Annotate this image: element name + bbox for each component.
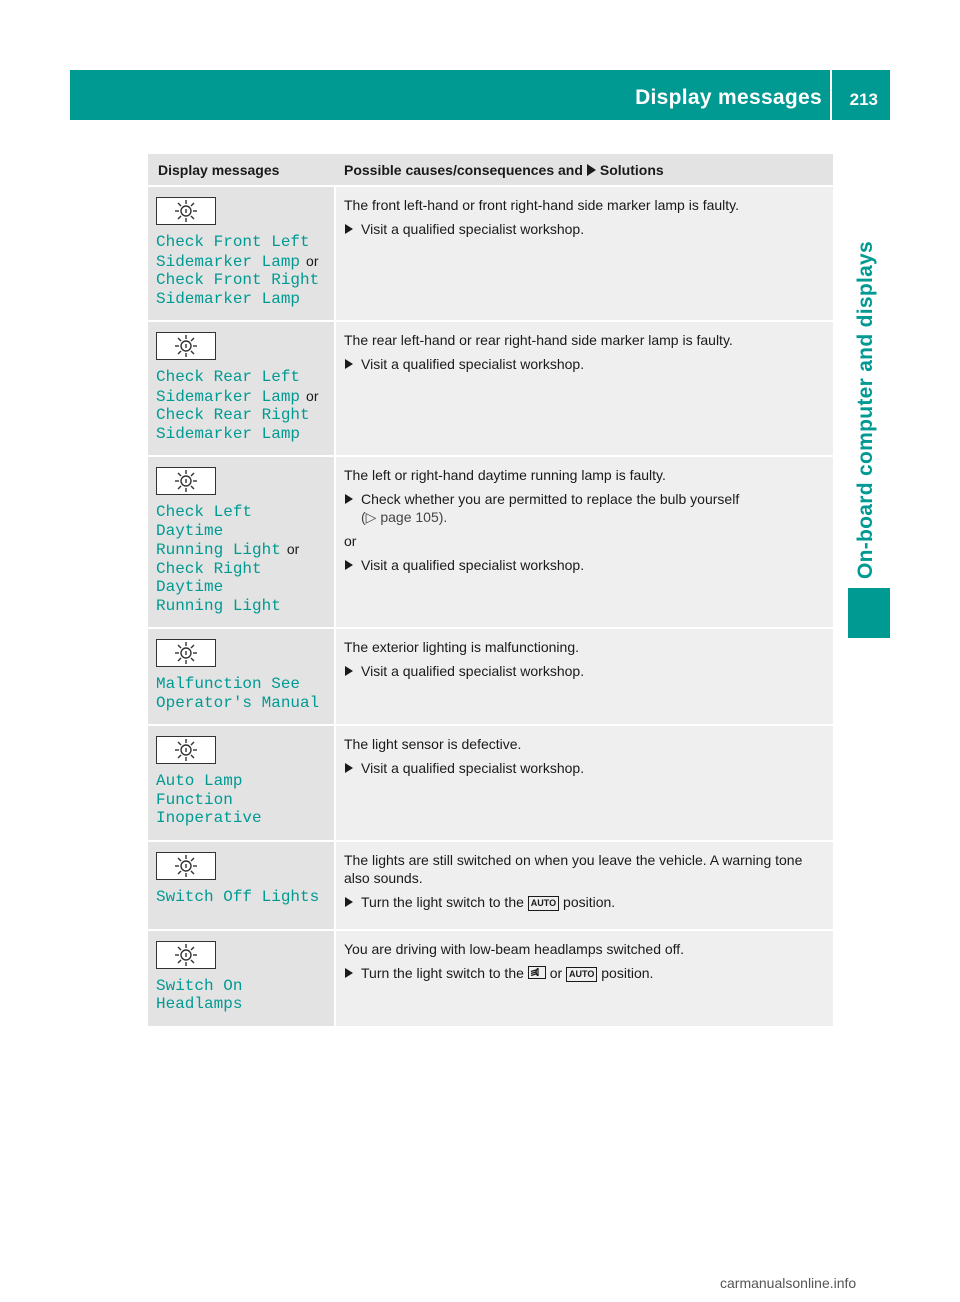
solution-step: Visit a qualified specialist workshop.: [344, 759, 827, 777]
header-causes-solutions: [336, 154, 833, 185]
side-tab-label: On-board computer and displays: [854, 240, 877, 580]
light-bulb-icon: [156, 736, 216, 764]
display-message: Malfunction See Operator's Manual: [156, 675, 320, 712]
auto-light-icon: AUTO: [566, 967, 597, 982]
page-ref-arrow-icon: ▷: [365, 509, 377, 525]
cause-text: You are driving with low-beam headlamps switched off.: [344, 940, 685, 957]
cause-text: The exterior lighting is malfunctioning.: [344, 639, 580, 655]
cause-cell: [336, 724, 833, 840]
arrow-icon: [345, 666, 353, 676]
arrow-icon: [345, 560, 353, 570]
cause-cell: [336, 455, 833, 627]
arrow-icon: [345, 763, 353, 773]
light-bulb-icon: [156, 197, 216, 225]
message-cell: [148, 627, 336, 724]
cause-cell: [336, 320, 833, 455]
display-message: Check Rear Left Sidemarker Lamp or Check Rear Right Sidemarker Lamp: [156, 368, 319, 443]
header-bar: [70, 70, 890, 120]
solution-step: Turn the light switch to the or AUTO position.: [344, 964, 827, 982]
light-bulb-icon: [156, 852, 216, 880]
solution-step: Visit a qualified specialist workshop.: [344, 355, 827, 373]
table-row: [148, 320, 833, 455]
cause-cell: [336, 185, 833, 320]
table-row: [148, 455, 833, 627]
message-cell: [148, 840, 336, 929]
arrow-icon: [587, 164, 596, 176]
watermark: carmanualsonline.info: [720, 1275, 857, 1291]
message-cell: [148, 320, 336, 455]
message-cell: [148, 929, 336, 1026]
cause-cell: [336, 929, 833, 1026]
page-number: 213: [849, 90, 878, 109]
auto-light-icon: AUTO: [528, 896, 559, 911]
solution-step: Check whether you are permitted to replace the bulb yourself (▷ page 105).: [344, 490, 827, 526]
cause-text: The rear left-hand or rear right-hand side marker lamp is faulty.: [344, 332, 733, 348]
light-bulb-icon: [156, 941, 216, 969]
cause-text: The light sensor is defective.: [344, 736, 522, 752]
light-bulb-icon: [156, 467, 216, 495]
header-solutions-label: Solutions: [599, 161, 664, 178]
arrow-icon: [345, 897, 353, 907]
arrow-icon: [345, 968, 353, 978]
arrow-icon: [345, 359, 353, 369]
side-tab-marker: [848, 588, 890, 638]
display-message: Check Left Daytime Running Light or Check Right Daytime Running Light: [156, 503, 300, 615]
table-row: [148, 840, 833, 929]
arrow-icon: [345, 224, 353, 234]
display-message: Check Front Left Sidemarker Lamp or Check Front Right Sidemarker Lamp: [156, 233, 320, 308]
page-reference[interactable]: (▷ page 105).: [361, 509, 448, 525]
cause-cell: [336, 627, 833, 724]
display-message: Auto Lamp Function Inoperative: [156, 772, 262, 827]
page-title: Display messages: [635, 86, 822, 109]
cause-text: The front left-hand or front right-hand side marker lamp is faulty.: [344, 197, 740, 213]
message-cell: [148, 724, 336, 840]
light-bulb-icon: [156, 639, 216, 667]
cause-text: The left or right-hand daytime running lamp is faulty.: [344, 467, 666, 483]
arrow-icon: [345, 494, 353, 504]
cause-text: The lights are still switched on when you leave the vehicle. A warning tone also sounds.: [344, 851, 803, 886]
cause-cell: [336, 840, 833, 929]
table-row: [148, 185, 833, 320]
display-message: Switch On Headlamps: [156, 976, 243, 1013]
or-text: or: [344, 533, 357, 549]
table-header-row: [148, 154, 833, 185]
solution-step: Visit a qualified specialist workshop.: [344, 220, 827, 238]
header-display-messages: Display messages: [148, 154, 336, 185]
solution-step: Turn the light switch to the AUTO position.: [344, 893, 827, 911]
table-row: [148, 929, 833, 1026]
display-message: Switch Off Lights: [156, 887, 320, 906]
solution-step: Visit a qualified specialist workshop.: [344, 662, 827, 680]
display-messages-table: [148, 154, 833, 1026]
table-row: [148, 724, 833, 840]
message-cell: [148, 185, 336, 320]
header-causes-label: Possible causes/consequences and: [344, 161, 583, 178]
table-row: [148, 627, 833, 724]
header-separator: [830, 70, 832, 120]
light-bulb-icon: [156, 332, 216, 360]
solution-step: Visit a qualified specialist workshop.: [344, 556, 827, 574]
low-beam-icon: [528, 966, 546, 979]
message-cell: [148, 455, 336, 627]
